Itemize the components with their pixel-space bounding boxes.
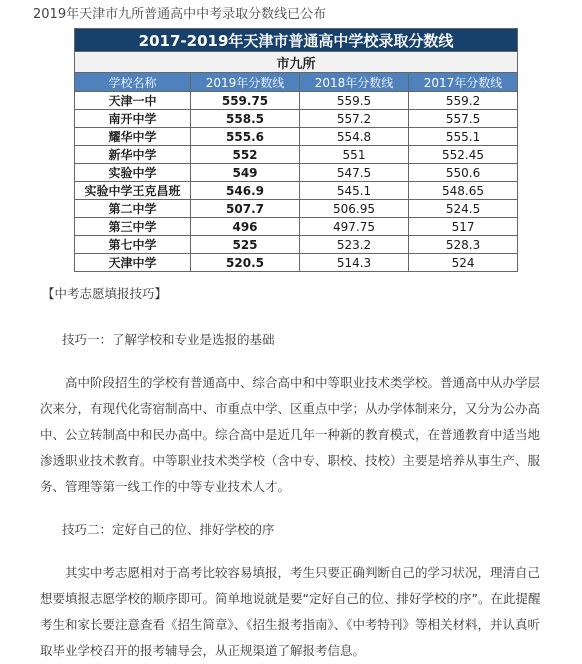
school-name: 耀华中学 xyxy=(75,128,191,146)
score-2019: 546.9 xyxy=(191,182,300,200)
table-row xyxy=(75,254,518,272)
school-name: 南开中学 xyxy=(75,110,191,128)
score-2017: 557.5 xyxy=(409,110,518,128)
score-2017: 524.5 xyxy=(409,200,518,218)
school-name: 天津一中 xyxy=(75,92,191,110)
score-2017: 552.45 xyxy=(409,146,518,164)
score-2017: 528.3 xyxy=(409,236,518,254)
school-name: 天津中学 xyxy=(75,254,191,272)
score-2018: 559.5 xyxy=(300,92,409,110)
score-2019: 555.6 xyxy=(191,128,300,146)
table-row xyxy=(75,182,518,200)
score-2018: 514.3 xyxy=(300,254,409,272)
table-row xyxy=(75,146,518,164)
school-name: 第三中学 xyxy=(75,218,191,236)
table-row xyxy=(75,128,518,146)
score-2018: 551 xyxy=(300,146,409,164)
score-2017: 548.65 xyxy=(409,182,518,200)
table-row xyxy=(75,218,518,236)
column-header-school: 学校名称 xyxy=(75,73,191,92)
column-header-2018: 2018年分数线 xyxy=(300,73,409,92)
page-caption: 2019年天津市九所普通高中中考录取分数线已公布 xyxy=(33,7,327,22)
school-name: 实验中学王克昌班 xyxy=(75,182,191,200)
score-2019: 520.5 xyxy=(191,254,300,272)
score-2018: 506.95 xyxy=(300,200,409,218)
score-2019: 496 xyxy=(191,218,300,236)
table-row xyxy=(75,200,518,218)
score-2017: 559.2 xyxy=(409,92,518,110)
score-2019: 525 xyxy=(191,236,300,254)
score-2019: 549 xyxy=(191,164,300,182)
tip1-body: 高中阶段招生的学校有普通高中、综合高中和中等职业技术类学校。普通高中从办学层次来分，有现代化寄宿制高中、市重点中学、区重点中学；从办学体制来分，又分为公办高中、公立转制高中和民办高中。综合高中是近几年一种新的教育模式，在普通教育中适当地渗透职业技术教育。中等职业技术类学校（含中专、职校、技校）主要是培养从事生产、服务、管理等第一线工作的中等专业技术人才。 xyxy=(40,375,541,494)
tip1-title: 技巧一：了解学校和专业是选报的基础 xyxy=(62,332,275,347)
score-2019: 507.7 xyxy=(191,200,300,218)
table-row xyxy=(75,110,518,128)
score-2018: 547.5 xyxy=(300,164,409,182)
score-2018: 523.2 xyxy=(300,236,409,254)
score-2018: 497.75 xyxy=(300,218,409,236)
score-2017: 517 xyxy=(409,218,518,236)
score-2019: 552 xyxy=(191,146,300,164)
score-2017: 555.1 xyxy=(409,128,518,146)
score-2018: 554.8 xyxy=(300,128,409,146)
tip2-title: 技巧二：定好自己的位、排好学校的序 xyxy=(62,522,275,537)
score-2019: 558.5 xyxy=(191,110,300,128)
score-2017: 524 xyxy=(409,254,518,272)
score-2018: 545.1 xyxy=(300,182,409,200)
column-header-2019: 2019年分数线 xyxy=(191,73,300,92)
school-name: 实验中学 xyxy=(75,164,191,182)
table-row xyxy=(75,92,518,110)
school-name: 第七中学 xyxy=(75,236,191,254)
tip2-body: 其实中考志愿相对于高考比较容易填报，考生只要正确判断自己的学习状况，理清自己想要填报志愿学校的顺序即可。简单地说就是要“定好自己的位、排好学校的序”。在此提醒考生和家长要注意查看《招生简章》、《招生报考指南》、《中考特刊》等相关材料，并认真听取毕业学校召开的报考辅导会，从正规渠道了解报考信息。 xyxy=(40,565,541,658)
table-row xyxy=(75,164,518,182)
school-name: 第二中学 xyxy=(75,200,191,218)
score-2017: 550.6 xyxy=(409,164,518,182)
score-2019: 559.75 xyxy=(191,92,300,110)
section-title: 【中考志愿填报技巧】 xyxy=(42,286,168,301)
column-header-2017: 2017年分数线 xyxy=(409,73,518,92)
table-title: 2017-2019年天津市普通高中学校录取分数线 xyxy=(75,29,518,52)
school-name: 新华中学 xyxy=(75,146,191,164)
table-subtitle: 市九所 xyxy=(75,52,518,73)
admission-score-table xyxy=(74,28,518,272)
table-row xyxy=(75,236,518,254)
score-2018: 557.2 xyxy=(300,110,409,128)
